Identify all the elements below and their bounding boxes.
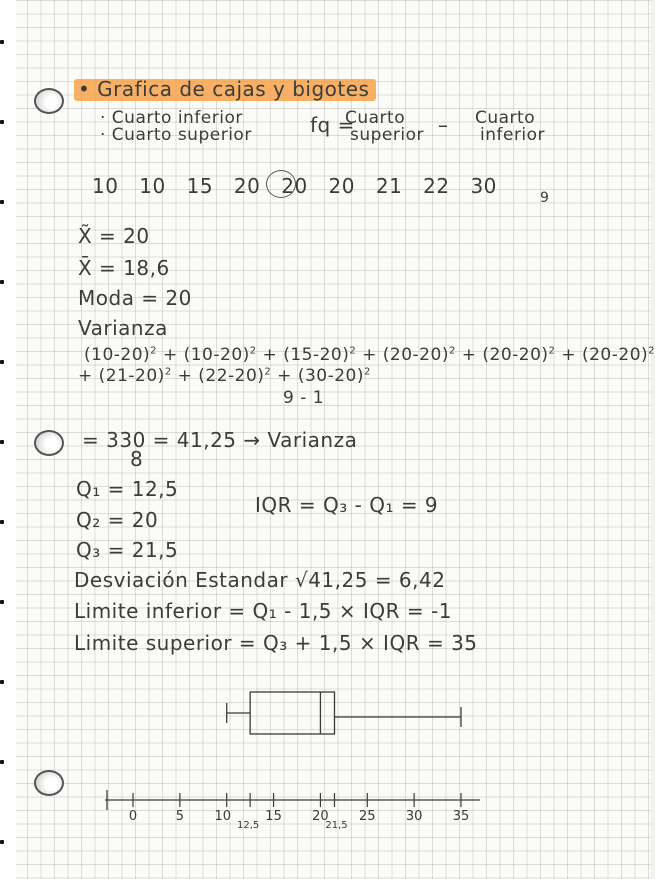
tick-label: 25 xyxy=(359,809,376,824)
formula-symbol: fq = xyxy=(310,113,355,137)
variance-numerator-2: + $(21-20)^2 + (22-20)^2 + (30-20)^2$ xyxy=(78,366,371,386)
quartile-tick-label: 21,5 xyxy=(325,820,348,831)
q1-line: Q₁ = 12,5 xyxy=(76,477,179,501)
variance-heading: Varianza xyxy=(78,316,168,340)
iqr-line: IQR = Q₃ - Q₁ = 9 xyxy=(255,493,439,517)
variance-denominator: 9 - 1 xyxy=(283,388,325,408)
tick-label: 0 xyxy=(128,809,138,824)
mode-line: Moda = 20 xyxy=(78,286,192,310)
upper-limit-line: Limite superior = Q₃ + 1,5 × IQR = 35 xyxy=(74,631,478,655)
variance-result-denominator: 8 xyxy=(130,447,144,471)
q2-line: Q₂ = 20 xyxy=(76,508,159,532)
variance-result: = 330 = 41,25 → Varianza xyxy=(82,428,358,452)
box-rect xyxy=(250,692,334,734)
page-title: • Grafica de cajas y bigotes xyxy=(78,77,370,101)
quartile-tick-label: 12,5 xyxy=(237,820,260,831)
tick-label: 15 xyxy=(265,809,282,824)
variance-numerator-1: $(10-20)^2 + (10-20)^2 + (15-20)^2 + (20-20)^2 + (20-20)^2 + (20-20)^2$ xyxy=(84,345,655,365)
std-line: Desviación Estandar √41,25 = 6,42 xyxy=(74,568,446,592)
tick-label: 20 xyxy=(312,809,329,824)
lower-limit-line: Limite inferior = Q₁ - 1,5 × IQR = -1 xyxy=(74,599,452,623)
median-line: X̃ = 20 xyxy=(78,224,150,248)
tick-label: 5 xyxy=(175,809,184,824)
formula-minus: – xyxy=(438,113,449,137)
quartile-label-lower: · Cuarto inferior xyxy=(100,108,243,128)
count-note: 9 xyxy=(540,190,550,206)
tick-label: 30 xyxy=(405,809,423,824)
quartile-label-upper: · Cuarto superior xyxy=(100,125,252,145)
formula-term-lower: Cuarto xyxy=(475,108,536,128)
tick-label: 10 xyxy=(214,809,231,824)
formula-term-lower-2: inferior xyxy=(480,125,546,145)
formula-term-upper: Cuarto xyxy=(345,108,406,128)
tick-label: 35 xyxy=(452,809,470,824)
mean-line: X̄ = 18,6 xyxy=(78,256,170,280)
data-values: 10 10 15 20 20 20 21 22 30 xyxy=(92,174,497,198)
formula-term-upper-2: superior xyxy=(350,125,424,145)
q3-line: Q₃ = 21,5 xyxy=(76,538,179,562)
